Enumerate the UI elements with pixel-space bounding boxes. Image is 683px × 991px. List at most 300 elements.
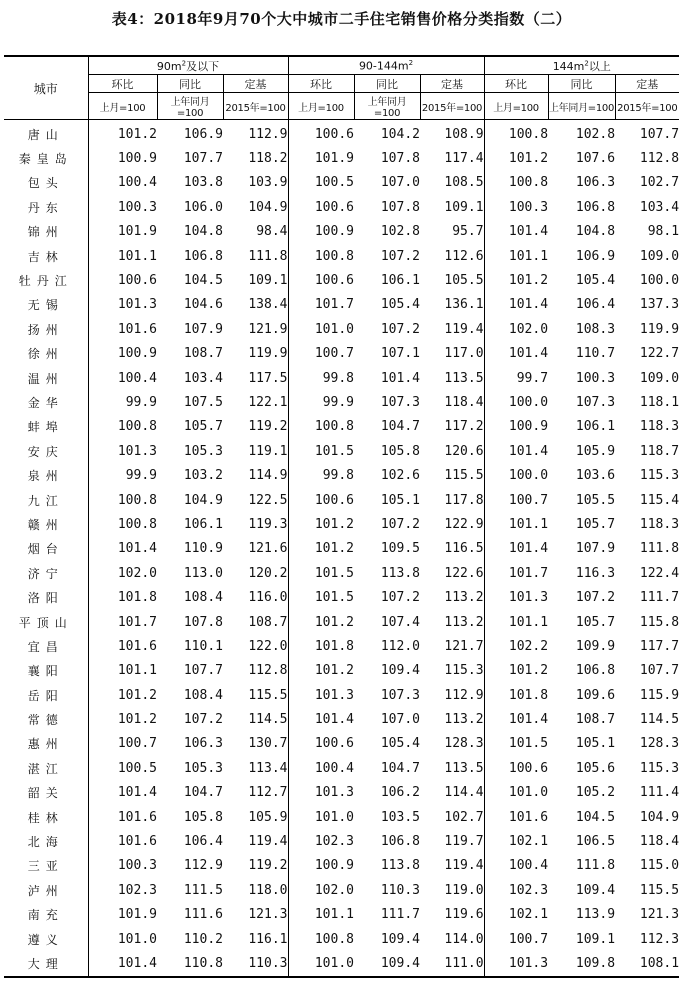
table-row: [4, 707, 679, 731]
value-cell: 102.8: [380, 224, 420, 240]
table-row: [4, 220, 679, 244]
index-header: 定基: [615, 75, 679, 93]
value-cell: 101.4: [380, 370, 420, 386]
value-cell: 122.7: [639, 346, 680, 362]
value-cell: 101.6: [117, 809, 157, 825]
value-cell: 101.2: [314, 541, 354, 557]
value-cell: 105.8: [380, 443, 420, 459]
value-cell: 107.5: [183, 394, 223, 410]
value-cell: 107.8: [380, 151, 420, 167]
value-cell: 111.0: [420, 951, 484, 976]
value-cell: 104.5: [183, 273, 223, 289]
value-cell: 107.0: [380, 175, 420, 191]
value-cell: 119.2: [223, 415, 288, 439]
value-cell: 119.1: [223, 439, 288, 463]
value-cell: 112.6: [420, 244, 484, 268]
table-row: [4, 120, 679, 147]
value-cell: 100.8: [117, 516, 157, 532]
value-cell: 99.8: [322, 468, 354, 484]
value-cell: 107.2: [380, 590, 420, 606]
value-cell: 111.8: [575, 858, 616, 874]
value-cell: 105.2: [575, 785, 616, 801]
value-cell: 109.1: [223, 268, 288, 292]
value-cell: 110.2: [183, 931, 223, 947]
value-cell: 102.2: [508, 638, 549, 654]
value-cell: 113.2: [420, 707, 484, 731]
value-cell: 100.6: [508, 760, 549, 776]
value-cell: 111.7: [639, 590, 680, 606]
value-cell: 102.3: [508, 882, 549, 898]
index-header: 同比: [548, 75, 615, 93]
value-cell: 101.2: [508, 663, 549, 679]
table-row: [4, 878, 679, 902]
value-cell: 113.5: [420, 366, 484, 390]
value-cell: 106.9: [183, 126, 223, 142]
base-header: 2015年=100: [420, 93, 484, 120]
group-header-large: $144m^2$以上: [484, 56, 679, 75]
value-cell: 100.9: [117, 346, 157, 362]
header-row-indices: [4, 75, 679, 93]
city-cell: 泸州: [4, 878, 88, 902]
value-cell: 122.5: [223, 488, 288, 512]
table-row: [4, 951, 679, 976]
value-cell: 109.5: [380, 541, 420, 557]
value-cell: 105.8: [183, 809, 223, 825]
header-row-groups: [4, 56, 679, 75]
value-cell: 101.2: [314, 614, 354, 630]
table-row: [4, 634, 679, 658]
value-cell: 104.5: [575, 809, 616, 825]
value-cell: 100.9: [117, 151, 157, 167]
value-cell: 118.4: [420, 390, 484, 414]
value-cell: 112.9: [183, 858, 223, 874]
table-row: [4, 415, 679, 439]
value-cell: 101.3: [508, 590, 549, 606]
value-cell: 101.1: [508, 614, 549, 630]
city-cell: 大理: [4, 951, 88, 976]
value-cell: 101.9: [314, 151, 354, 167]
value-cell: 107.2: [575, 590, 616, 606]
value-cell: 103.5: [380, 809, 420, 825]
value-cell: 111.8: [223, 244, 288, 268]
value-cell: 106.1: [575, 419, 616, 435]
value-cell: 100.3: [508, 199, 549, 215]
value-cell: 136.1: [420, 293, 484, 317]
table-row: [4, 293, 679, 317]
value-cell: 100.7: [508, 492, 549, 508]
value-cell: 108.1: [639, 955, 680, 971]
city-cell: 北海: [4, 829, 88, 853]
value-cell: 113.2: [420, 585, 484, 609]
city-cell: 唐山: [4, 120, 88, 147]
value-cell: 99.9: [322, 394, 354, 410]
group-header-medium: $90-144m^2$: [288, 56, 484, 75]
value-cell: 101.7: [508, 565, 549, 581]
value-cell: 109.9: [575, 638, 616, 654]
value-cell: 101.4: [117, 541, 157, 557]
city-cell: 泉州: [4, 463, 88, 487]
value-cell: 101.4: [508, 346, 549, 362]
value-cell: 101.6: [508, 809, 549, 825]
value-cell: 115.5: [639, 882, 680, 898]
value-cell: 100.8: [117, 419, 157, 435]
value-cell: 98.1: [647, 224, 680, 240]
value-cell: 128.3: [420, 732, 484, 756]
value-cell: 101.6: [117, 638, 157, 654]
city-cell: 三亚: [4, 854, 88, 878]
value-cell: 106.4: [183, 834, 223, 850]
value-cell: 101.3: [314, 687, 354, 703]
value-cell: 100.6: [314, 492, 354, 508]
value-cell: 102.8: [575, 126, 616, 142]
table-row: [4, 268, 679, 292]
value-cell: 109.6: [575, 687, 616, 703]
value-cell: 108.4: [183, 590, 223, 606]
value-cell: 107.3: [380, 687, 420, 703]
value-cell: 106.1: [183, 516, 223, 532]
value-cell: 109.4: [380, 931, 420, 947]
value-cell: 107.8: [183, 614, 223, 630]
value-cell: 100.8: [314, 931, 354, 947]
value-cell: 111.6: [183, 907, 223, 923]
value-cell: 101.0: [314, 809, 354, 825]
value-cell: 107.1: [380, 346, 420, 362]
value-cell: 130.7: [223, 732, 288, 756]
value-cell: 115.5: [420, 463, 484, 487]
value-cell: 107.4: [380, 614, 420, 630]
value-cell: 107.3: [575, 394, 616, 410]
value-cell: 100.4: [117, 370, 157, 386]
value-cell: 105.5: [575, 492, 616, 508]
value-cell: 101.4: [508, 541, 549, 557]
value-cell: 107.2: [380, 321, 420, 337]
value-cell: 101.9: [117, 224, 157, 240]
value-cell: 101.0: [117, 931, 157, 947]
value-cell: 113.5: [420, 756, 484, 780]
value-cell: 114.9: [223, 463, 288, 487]
city-cell: 温州: [4, 366, 88, 390]
city-cell: 岳阳: [4, 683, 88, 707]
value-cell: 101.3: [117, 443, 157, 459]
value-cell: 112.8: [639, 151, 680, 167]
value-cell: 100.6: [314, 199, 354, 215]
value-cell: 100.4: [508, 858, 549, 874]
value-cell: 118.2: [223, 146, 288, 170]
value-cell: 120.6: [420, 439, 484, 463]
value-cell: 117.7: [639, 638, 680, 654]
value-cell: 102.1: [508, 834, 549, 850]
value-cell: 101.7: [117, 614, 157, 630]
value-cell: 101.4: [508, 297, 549, 313]
value-cell: 106.3: [575, 175, 616, 191]
index-header: 环比: [288, 75, 354, 93]
value-cell: 105.1: [380, 492, 420, 508]
base-header: 2015年=100: [615, 93, 679, 120]
value-cell: 138.4: [223, 293, 288, 317]
value-cell: 105.4: [575, 273, 616, 289]
value-cell: 104.7: [183, 785, 223, 801]
value-cell: 116.1: [223, 927, 288, 951]
value-cell: 104.9: [183, 492, 223, 508]
value-cell: 119.7: [420, 829, 484, 853]
value-cell: 107.9: [183, 321, 223, 337]
value-cell: 101.6: [117, 834, 157, 850]
value-cell: 104.9: [639, 809, 680, 825]
table-row: [4, 829, 679, 853]
value-cell: 120.2: [223, 561, 288, 585]
value-cell: 108.7: [575, 712, 616, 728]
value-cell: 119.3: [223, 512, 288, 536]
value-cell: 101.4: [314, 712, 354, 728]
value-cell: 101.5: [314, 565, 354, 581]
value-cell: 101.4: [508, 224, 549, 240]
value-cell: 119.4: [223, 829, 288, 853]
value-cell: 101.1: [117, 663, 157, 679]
value-cell: 111.5: [183, 882, 223, 898]
value-cell: 106.1: [380, 273, 420, 289]
value-cell: 121.3: [639, 907, 680, 923]
value-cell: 104.2: [380, 126, 420, 142]
table-row: [4, 561, 679, 585]
value-cell: 101.5: [508, 736, 549, 752]
value-cell: 111.7: [380, 907, 420, 923]
table-row: [4, 610, 679, 634]
value-cell: 117.8: [420, 488, 484, 512]
value-cell: 100.6: [314, 126, 354, 142]
value-cell: 109.8: [575, 955, 616, 971]
value-cell: 101.0: [508, 785, 549, 801]
city-cell: 湛江: [4, 756, 88, 780]
value-cell: 101.3: [508, 955, 549, 971]
value-cell: 107.2: [183, 712, 223, 728]
value-cell: 100.5: [117, 760, 157, 776]
header-row-bases: [4, 93, 679, 120]
value-cell: 102.0: [508, 321, 549, 337]
value-cell: 103.9: [223, 171, 288, 195]
value-cell: 106.2: [380, 785, 420, 801]
value-cell: 104.8: [183, 224, 223, 240]
value-cell: 101.3: [117, 297, 157, 313]
value-cell: 114.0: [420, 927, 484, 951]
value-cell: 112.0: [380, 638, 420, 654]
value-cell: 100.3: [117, 858, 157, 874]
index-header: 定基: [223, 75, 288, 93]
value-cell: 105.3: [183, 443, 223, 459]
index-header: 环比: [88, 75, 157, 93]
city-cell: 锦州: [4, 220, 88, 244]
value-cell: 122.0: [223, 634, 288, 658]
city-cell: 韶关: [4, 781, 88, 805]
value-cell: 101.2: [117, 712, 157, 728]
value-cell: 101.1: [117, 248, 157, 264]
value-cell: 101.2: [508, 151, 549, 167]
value-cell: 102.6: [380, 468, 420, 484]
value-cell: 100.9: [508, 419, 549, 435]
value-cell: 101.5: [314, 443, 354, 459]
value-cell: 106.5: [575, 834, 616, 850]
table-row: [4, 244, 679, 268]
value-cell: 107.3: [380, 394, 420, 410]
value-cell: 100.5: [314, 175, 354, 191]
value-cell: 101.6: [117, 321, 157, 337]
table-title: 表4：2018年9月70个大中城市二手住宅销售价格分类指数（二）: [111, 10, 572, 28]
value-cell: 107.8: [380, 199, 420, 215]
city-cell: 秦皇岛: [4, 146, 88, 170]
base-header: 上年同月=100: [157, 93, 223, 120]
table-row: [4, 390, 679, 414]
value-cell: 100.7: [117, 736, 157, 752]
value-cell: 99.8: [322, 370, 354, 386]
value-cell: 113.4: [223, 756, 288, 780]
city-cell: 遵义: [4, 927, 88, 951]
value-cell: 105.1: [575, 736, 616, 752]
value-cell: 106.3: [183, 736, 223, 752]
table-row: [4, 781, 679, 805]
value-cell: 109.4: [380, 663, 420, 679]
city-cell: 赣州: [4, 512, 88, 536]
base-header: 上月=100: [88, 93, 157, 120]
value-cell: 109.4: [380, 955, 420, 971]
value-cell: 100.8: [508, 126, 549, 142]
value-cell: 137.3: [639, 297, 680, 313]
value-cell: 114.5: [639, 712, 680, 728]
value-cell: 113.0: [183, 565, 223, 581]
value-cell: 112.7: [223, 781, 288, 805]
value-cell: 119.6: [420, 903, 484, 927]
city-cell: 济宁: [4, 561, 88, 585]
value-cell: 117.4: [420, 146, 484, 170]
value-cell: 101.0: [314, 321, 354, 337]
value-cell: 100.8: [508, 175, 549, 191]
value-cell: 105.3: [183, 760, 223, 776]
value-cell: 100.8: [314, 419, 354, 435]
value-cell: 107.7: [183, 151, 223, 167]
value-cell: 102.3: [117, 882, 157, 898]
value-cell: 118.3: [639, 516, 680, 532]
value-cell: 100.9: [314, 858, 354, 874]
value-cell: 109.1: [575, 931, 616, 947]
value-cell: 103.8: [183, 175, 223, 191]
value-cell: 107.9: [575, 541, 616, 557]
index-header: 同比: [157, 75, 223, 93]
value-cell: 100.0: [508, 394, 549, 410]
value-cell: 101.2: [314, 663, 354, 679]
value-cell: 108.7: [223, 610, 288, 634]
value-cell: 113.8: [380, 858, 420, 874]
base-header: 2015年=100: [223, 93, 288, 120]
value-cell: 121.9: [223, 317, 288, 341]
table-row: [4, 585, 679, 609]
table-row: [4, 756, 679, 780]
value-cell: 102.0: [117, 565, 157, 581]
value-cell: 113.8: [380, 565, 420, 581]
value-cell: 105.4: [380, 736, 420, 752]
base-header: 上月=100: [484, 93, 548, 120]
value-cell: 101.7: [314, 297, 354, 313]
value-cell: 109.4: [575, 882, 616, 898]
value-cell: 101.2: [117, 126, 157, 142]
value-cell: 104.7: [380, 419, 420, 435]
value-cell: 104.7: [380, 760, 420, 776]
value-cell: 116.0: [223, 585, 288, 609]
city-cell: 常德: [4, 707, 88, 731]
value-cell: 115.3: [639, 760, 680, 776]
value-cell: 101.2: [314, 516, 354, 532]
value-cell: 100.6: [314, 273, 354, 289]
value-cell: 108.3: [575, 321, 616, 337]
value-cell: 115.9: [639, 687, 680, 703]
value-cell: 107.7: [183, 663, 223, 679]
value-cell: 109.0: [639, 370, 680, 386]
value-cell: 101.1: [508, 516, 549, 532]
value-cell: 101.4: [508, 712, 549, 728]
value-cell: 116.5: [420, 537, 484, 561]
city-cell: 蚌埠: [4, 415, 88, 439]
base-header: 上月=100: [288, 93, 354, 120]
value-cell: 119.0: [420, 878, 484, 902]
value-cell: 105.4: [380, 297, 420, 313]
value-cell: 122.1: [223, 390, 288, 414]
value-cell: 106.8: [575, 199, 616, 215]
value-cell: 114.5: [223, 707, 288, 731]
value-cell: 105.7: [183, 419, 223, 435]
value-cell: 101.5: [314, 590, 354, 606]
value-cell: 104.8: [575, 224, 616, 240]
value-cell: 100.9: [314, 224, 354, 240]
value-cell: 118.4: [639, 834, 680, 850]
value-cell: 103.6: [575, 468, 616, 484]
value-cell: 103.4: [183, 370, 223, 386]
value-cell: 106.0: [183, 199, 223, 215]
value-cell: 102.0: [314, 882, 354, 898]
value-cell: 112.9: [420, 683, 484, 707]
value-cell: 112.9: [223, 120, 288, 147]
value-cell: 105.9: [223, 805, 288, 829]
city-cell: 牡丹江: [4, 268, 88, 292]
value-cell: 102.7: [639, 175, 680, 191]
table-row: [4, 537, 679, 561]
table-row: [4, 927, 679, 951]
city-cell: 九江: [4, 488, 88, 512]
value-cell: 115.3: [639, 468, 680, 484]
value-cell: 101.1: [314, 907, 354, 923]
table-row: [4, 146, 679, 170]
value-cell: 119.2: [223, 854, 288, 878]
value-cell: 106.9: [575, 248, 616, 264]
city-cell: 烟台: [4, 537, 88, 561]
value-cell: 117.5: [223, 366, 288, 390]
table-row: [4, 512, 679, 536]
value-cell: 101.0: [314, 955, 354, 971]
value-cell: 110.3: [380, 882, 420, 898]
value-cell: 101.8: [117, 590, 157, 606]
value-cell: 113.9: [575, 907, 616, 923]
city-cell: 惠州: [4, 732, 88, 756]
value-cell: 116.3: [575, 565, 616, 581]
value-cell: 101.3: [314, 785, 354, 801]
value-cell: 101.4: [508, 443, 549, 459]
value-cell: 108.5: [420, 171, 484, 195]
value-cell: 119.4: [420, 854, 484, 878]
value-cell: 107.7: [639, 663, 680, 679]
value-cell: 107.6: [575, 151, 616, 167]
city-cell: 无锡: [4, 293, 88, 317]
value-cell: 115.4: [639, 492, 680, 508]
value-cell: 107.2: [380, 248, 420, 264]
value-cell: 115.3: [420, 659, 484, 683]
value-cell: 115.0: [639, 858, 680, 874]
value-cell: 104.9: [223, 195, 288, 219]
